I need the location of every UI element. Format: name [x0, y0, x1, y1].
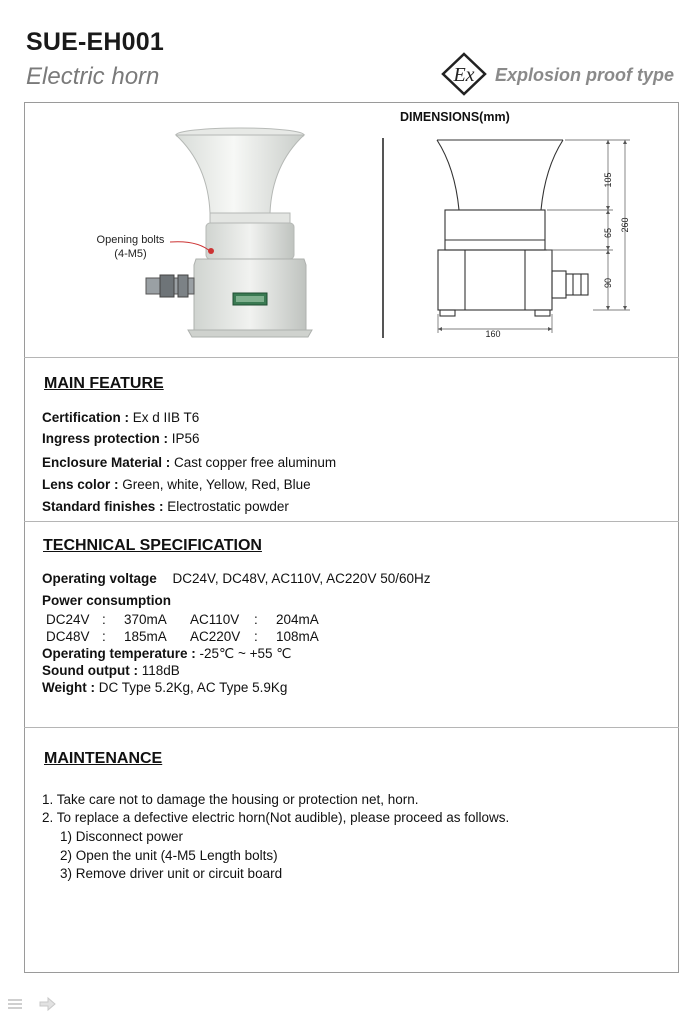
spec-operating-temperature: Operating temperature : -25℃ ~ +55 ℃: [42, 646, 292, 661]
power-cell: AC110V: [190, 612, 240, 627]
maintenance-step: 1) Disconnect power: [60, 829, 184, 844]
main-feature-title: MAIN FEATURE: [44, 375, 164, 392]
callout-leader-line: [168, 238, 218, 258]
maintenance-step: 3) Remove driver unit or circuit board: [60, 866, 283, 881]
explosion-proof-badge: Explosion proof type: [495, 65, 675, 85]
feature-ingress-protection: Ingress protection : IP56: [42, 431, 200, 446]
dim-width: 160: [485, 329, 501, 339]
dim-body-height: 65: [603, 227, 613, 239]
arrow-right-icon[interactable]: [38, 996, 56, 1012]
spec-sound-output: Sound output : 118dB: [42, 663, 180, 678]
spec-weight: Weight : DC Type 5.2Kg, AC Type 5.9Kg: [42, 680, 288, 695]
opening-bolts-callout: [88, 233, 173, 261]
section-divider: [24, 357, 679, 358]
product-subtitle: Electric horn: [26, 63, 160, 90]
power-cell: DC48V: [46, 629, 90, 644]
dim-horn-height: 105: [603, 172, 613, 188]
feature-lens-color: Lens color : Green, white, Yellow, Red, Blue: [42, 477, 311, 492]
feature-standard-finishes: Standard finishes : Electrostatic powder: [42, 499, 289, 514]
maintenance-step: 2) Open the unit (4-M5 Length bolts): [60, 848, 278, 863]
power-cell: DC24V: [46, 612, 90, 627]
section-divider: [24, 727, 679, 728]
power-cell: :: [254, 629, 258, 644]
power-cell: :: [254, 612, 258, 627]
model-title: SUE-EH001: [26, 28, 164, 56]
feature-certification: Certification : Ex d IIB T6: [42, 410, 200, 425]
spec-power-consumption-label: Power consumption: [42, 593, 172, 608]
maintenance-title: MAINTENANCE: [44, 750, 163, 767]
spec-operating-voltage: Operating voltage DC24V, DC48V, AC110V, AC220V 50/60Hz: [42, 571, 431, 586]
photo-dimension-divider: [382, 138, 384, 338]
ex-logo-text: Ex: [453, 64, 475, 86]
feature-enclosure-material: Enclosure Material : Cast copper free aluminum: [42, 455, 337, 470]
ex-hexagon-logo-icon: [441, 52, 487, 96]
power-cell: :: [102, 612, 106, 627]
dim-total-height: 260: [620, 217, 630, 233]
power-cell: :: [102, 629, 106, 644]
maintenance-item: 2. To replace a defective electric horn(Not audible), please proceed as follows.: [42, 810, 510, 825]
maintenance-item: 1. Take care not to damage the housing or protection net, horn.: [42, 792, 419, 807]
power-cell: 185mA: [124, 629, 167, 644]
tech-spec-title: TECHNICAL SPECIFICATION: [43, 537, 262, 554]
power-cell: 108mA: [276, 629, 319, 644]
power-cell: 204mA: [276, 612, 319, 627]
callout-line-1: Opening bolts: [96, 234, 165, 246]
callout-line-2: (4-M5): [114, 248, 147, 260]
dimensions-title: DIMENSIONS(mm): [400, 110, 510, 124]
dim-base-height: 90: [603, 277, 613, 289]
power-cell: AC220V: [190, 629, 241, 644]
dimension-drawing: [425, 128, 645, 343]
menu-icon[interactable]: [6, 996, 24, 1012]
power-cell: 370mA: [124, 612, 167, 627]
section-divider: [24, 521, 679, 522]
